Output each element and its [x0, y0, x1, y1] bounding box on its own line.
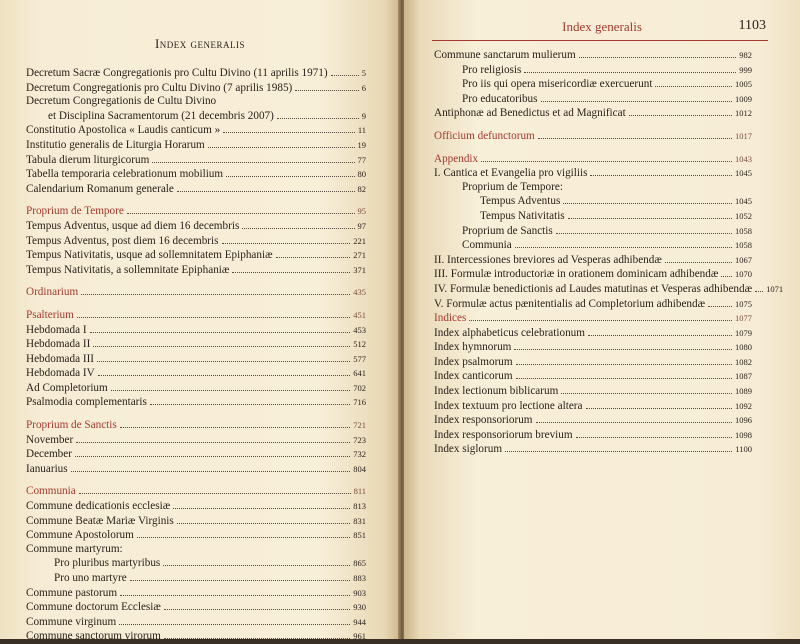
index-entry[interactable]: Constitutio Apostolica « Laudis canticum » 11 [26, 124, 366, 137]
index-entry[interactable]: November 723 [26, 433, 366, 446]
index-entry[interactable]: Index responsoriorum 1096 [434, 414, 752, 427]
index-entry[interactable]: Communia 1058 [462, 239, 752, 252]
index-entry[interactable]: Hebdomada I 453 [26, 323, 366, 336]
section-heading[interactable]: Psalterium 451 [26, 308, 366, 321]
index-entry: Commune martyrum: [26, 542, 123, 555]
index-entry[interactable]: II. Intercessiones breviores ad Vesperas adhibendæ 1067 [434, 253, 752, 266]
index-entry[interactable]: Ianuarius 804 [26, 462, 366, 475]
header-rule [432, 40, 768, 41]
index-entry[interactable]: Tempus Adventus, post diem 16 decembris 221 [26, 234, 366, 247]
index-entry[interactable]: Index siglorum 1100 [434, 443, 752, 456]
index-entry: Decretum Congregationis de Cultu Divino [26, 95, 217, 108]
index-entry[interactable]: I. Cantica et Evangelia pro vigiliis 1045 [434, 167, 752, 180]
section-heading[interactable]: Communia 811 [26, 485, 366, 498]
section-heading[interactable]: Appendix 1043 [434, 152, 752, 165]
index-entry[interactable]: Commune sanctorum virorum 961 [26, 630, 366, 643]
index-entry[interactable]: Tabula dierum liturgicorum 77 [26, 153, 366, 166]
index-entry[interactable]: III. Formulæ introductoriæ in orationem dominicam adhibendæ 1070 [434, 268, 752, 281]
index-entry[interactable]: Commune dedicationis ecclesiæ 813 [26, 500, 366, 513]
index-entry[interactable]: Pro educatoribus 1009 [462, 92, 752, 105]
index-entry[interactable]: Decretum Sacræ Congregationis pro Cultu Divino (11 aprilis 1971) 5 [26, 67, 366, 79]
index-entry[interactable]: Proprium de Sanctis 1058 [462, 224, 752, 237]
index-entry[interactable]: et Disciplina Sacramentorum (21 decembris 2007) 9 [48, 109, 366, 122]
index-entry[interactable]: Tempus Adventus 1045 [480, 195, 752, 208]
right-page [404, 0, 800, 639]
index-entry[interactable]: V. Formulæ actus pænitentialis ad Completorium adhibendæ 1075 [434, 297, 752, 310]
index-entry[interactable]: Commune doctorum Ecclesiæ 930 [26, 601, 366, 614]
section-heading[interactable]: Proprium de Sanctis 721 [26, 419, 366, 432]
index-entry[interactable]: Decretum Congregationis pro Cultu Divino (7 aprilis 1985) 6 [26, 81, 366, 94]
left-page-header: Index generalis [154, 36, 246, 51]
left-index-list [26, 66, 366, 644]
section-heading[interactable]: Proprium de Tempore 95 [26, 205, 366, 218]
index-entry[interactable]: IV. Formulæ benedictionis ad Laudes matutinas et Vesperas adhibendæ 1071 [434, 282, 784, 295]
index-entry[interactable]: Pro religiosis 999 [462, 63, 752, 76]
page-number: 1103 [738, 18, 766, 33]
index-entry[interactable]: Ad Completorium 702 [26, 381, 366, 394]
left-page [0, 0, 400, 643]
index-entry[interactable]: December 732 [26, 448, 366, 461]
index-entry[interactable]: Commune sanctarum mulierum 982 [434, 49, 752, 61]
index-entry[interactable]: Psalmodia complementaris 716 [26, 396, 366, 409]
index-entry[interactable]: Antiphonæ ad Benedictus et ad Magnificat 1012 [434, 107, 752, 120]
index-entry[interactable]: Index hymnorum 1080 [434, 341, 752, 354]
section-heading[interactable]: Indices 1077 [434, 312, 752, 325]
index-entry[interactable]: Commune virginum 944 [26, 615, 366, 628]
index-entry[interactable]: Index canticorum 1087 [434, 370, 752, 383]
right-index-list [434, 48, 784, 457]
index-entry[interactable]: Tempus Nativitatis, a sollemnitate Epiphaniæ 371 [26, 263, 366, 276]
index-entry[interactable]: Calendarium Romanum generale 82 [26, 182, 366, 195]
index-entry: Proprium de Tempore: [462, 180, 563, 193]
index-entry[interactable]: Index textuum pro lectione altera 1092 [434, 399, 752, 412]
index-entry[interactable]: Institutio generalis de Liturgia Horarum 19 [26, 138, 366, 151]
index-entry[interactable]: Hebdomada IV 641 [26, 367, 366, 380]
index-entry[interactable]: Tempus Nativitatis 1052 [480, 209, 752, 222]
index-entry[interactable]: Pro uno martyre 883 [54, 572, 366, 584]
index-entry[interactable]: Hebdomada III 577 [26, 352, 366, 365]
section-heading[interactable]: Ordinarium 435 [26, 286, 366, 299]
index-entry[interactable]: Tempus Nativitatis, usque ad sollemnitatem Epiphaniæ 271 [26, 249, 366, 262]
index-entry[interactable]: Index alphabeticus celebrationum 1079 [434, 326, 752, 339]
index-entry[interactable]: Index lectionum biblicarum 1089 [434, 385, 752, 398]
index-entry[interactable]: Index psalmorum 1082 [434, 355, 752, 368]
index-entry[interactable]: Index responsoriorum brevium 1098 [434, 428, 752, 441]
index-entry[interactable]: Pro iis qui opera misericordiæ exercuerunt 1005 [462, 78, 752, 91]
index-entry[interactable]: Pro pluribus martyribus 865 [54, 557, 366, 570]
index-entry[interactable]: Commune Apostolorum 851 [26, 529, 366, 542]
index-entry[interactable]: Commune Beatæ Mariæ Virginis 831 [26, 514, 366, 527]
index-entry[interactable]: Hebdomada II 512 [26, 338, 366, 351]
right-page-header: Index generalis [562, 19, 642, 34]
index-entry[interactable]: Commune pastorum 903 [26, 586, 366, 599]
index-entry[interactable]: Tabella temporaria celebrationum mobilium 80 [26, 168, 366, 181]
index-entry[interactable]: Tempus Adventus, usque ad diem 16 decembris 97 [26, 219, 366, 232]
section-heading[interactable]: Officium defunctorum 1017 [434, 129, 752, 142]
